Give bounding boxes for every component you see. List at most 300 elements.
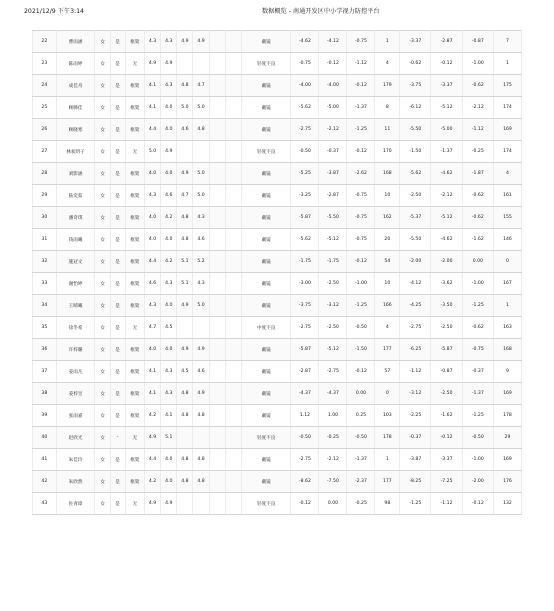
cell-glasses-type: 框架 <box>125 361 144 383</box>
cell-row-index: 39 <box>33 405 57 427</box>
cell-right-axis: 1 <box>375 31 400 53</box>
cell-vision-b: 4.0 <box>161 471 177 493</box>
cell-vision-d: 4.8 <box>193 119 209 141</box>
cell-left-cyl: -3.62 <box>431 273 462 295</box>
cell-empty-b <box>225 317 241 339</box>
cell-vision-a: 4.1 <box>144 383 160 405</box>
cell-gender: 女 <box>95 449 110 471</box>
page-title: 数据概览 - 南通开发区中小学视力防控平台 <box>262 8 380 15</box>
cell-glasses-type: 框架 <box>125 119 144 141</box>
cell-status: 戴镜 <box>241 405 291 427</box>
cell-left-cyl: -7.25 <box>431 471 462 493</box>
table-row <box>33 75 522 97</box>
cell-student-name: 潘奇琪 <box>56 207 95 229</box>
cell-left-cyl: -3.37 <box>431 449 462 471</box>
cell-row-index: 37 <box>33 361 57 383</box>
cell-left-axis: 146 <box>493 229 521 251</box>
cell-vision-d: 4.3 <box>193 207 209 229</box>
cell-glasses-type: 框架 <box>125 75 144 97</box>
cell-empty-b <box>225 97 241 119</box>
cell-empty-a <box>209 119 225 141</box>
cell-right-axis-val: -0.25 <box>347 493 375 515</box>
cell-vision-a: 4.9 <box>144 53 160 75</box>
cell-vision-b: 4.3 <box>161 383 177 405</box>
cell-vision-c <box>177 317 193 339</box>
cell-left-sph: -1.25 <box>400 493 431 515</box>
cell-flag: 是 <box>110 53 125 75</box>
cell-empty-a <box>209 31 225 53</box>
cell-status: 戴镜 <box>241 251 291 273</box>
cell-vision-c: 4.9 <box>177 31 193 53</box>
cell-left-sph: -0.37 <box>400 427 431 449</box>
cell-empty-b <box>225 405 241 427</box>
cell-flag: 是 <box>110 97 125 119</box>
table-row <box>33 339 522 361</box>
cell-vision-b: 4.1 <box>161 405 177 427</box>
cell-flag: 是 <box>110 251 125 273</box>
cell-right-cyl: -4.00 <box>319 75 347 97</box>
cell-right-axis-val: -0.12 <box>347 361 375 383</box>
cell-right-cyl: 0.00 <box>319 493 347 515</box>
cell-vision-a: 4.9 <box>144 427 160 449</box>
cell-right-axis: 166 <box>375 295 400 317</box>
cell-right-cyl: -5.12 <box>319 339 347 361</box>
cell-vision-c: 4.8 <box>177 75 193 97</box>
cell-row-index: 27 <box>33 141 57 163</box>
cell-vision-d: 4.8 <box>193 471 209 493</box>
cell-gender: 女 <box>95 141 110 163</box>
cell-empty-b <box>225 229 241 251</box>
cell-vision-c: 4.5 <box>177 361 193 383</box>
cell-glasses-type: 框架 <box>125 295 144 317</box>
cell-row-index: 26 <box>33 119 57 141</box>
cell-vision-d: 4.9 <box>193 383 209 405</box>
cell-row-index: 43 <box>33 493 57 515</box>
cell-vision-a: 4.2 <box>144 405 160 427</box>
cell-status: 戴镜 <box>241 361 291 383</box>
cell-right-sph: -3.00 <box>291 273 319 295</box>
cell-glasses-type: 框架 <box>125 449 144 471</box>
cell-empty-b <box>225 163 241 185</box>
cell-left-axis-val: -1.00 <box>462 273 493 295</box>
cell-flag: 是 <box>110 31 125 53</box>
table-row <box>33 405 522 427</box>
cell-left-sph: -1.12 <box>400 361 431 383</box>
cell-flag: 是 <box>110 405 125 427</box>
cell-left-axis-val: -0.62 <box>462 317 493 339</box>
table-row <box>33 229 522 251</box>
cell-left-cyl: -4.62 <box>431 229 462 251</box>
cell-left-axis-val: -1.12 <box>462 119 493 141</box>
cell-right-axis: 168 <box>375 163 400 185</box>
cell-status: 戴镜 <box>241 229 291 251</box>
cell-left-axis: 175 <box>493 75 521 97</box>
cell-right-sph: -2.87 <box>291 361 319 383</box>
cell-row-index: 24 <box>33 75 57 97</box>
cell-left-axis-val: -0.12 <box>462 493 493 515</box>
cell-glasses-type: 无 <box>125 317 144 339</box>
cell-right-axis-val: -2.37 <box>347 471 375 493</box>
cell-vision-d: 5.0 <box>193 97 209 119</box>
cell-left-sph: -2.50 <box>400 185 431 207</box>
cell-empty-a <box>209 185 225 207</box>
cell-left-cyl: -2.00 <box>431 251 462 273</box>
cell-right-cyl: 1.00 <box>319 405 347 427</box>
cell-vision-c: 4.9 <box>177 163 193 185</box>
table-row <box>33 493 522 515</box>
cell-empty-a <box>209 427 225 449</box>
cell-flag: 是 <box>110 141 125 163</box>
cell-vision-a: 4.0 <box>144 207 160 229</box>
cell-student-name: 姜梓昱 <box>56 383 95 405</box>
table-row <box>33 97 522 119</box>
cell-vision-a: 4.4 <box>144 251 160 273</box>
cell-student-name: 赵欣光 <box>56 427 95 449</box>
cell-row-index: 25 <box>33 97 57 119</box>
table-row <box>33 207 522 229</box>
cell-empty-b <box>225 53 241 75</box>
cell-empty-b <box>225 119 241 141</box>
table-row <box>33 185 522 207</box>
cell-glasses-type: 无 <box>125 53 144 75</box>
cell-left-axis: 178 <box>493 405 521 427</box>
cell-vision-b: 5.1 <box>161 427 177 449</box>
cell-right-cyl: -0.12 <box>319 53 347 75</box>
cell-status: 戴镜 <box>241 75 291 97</box>
cell-empty-b <box>225 273 241 295</box>
table-row <box>33 471 522 493</box>
cell-row-index: 42 <box>33 471 57 493</box>
cell-right-cyl: -2.12 <box>319 119 347 141</box>
cell-left-axis-val: -2.00 <box>462 471 493 493</box>
cell-right-axis: 177 <box>375 339 400 361</box>
cell-left-axis: 155 <box>493 207 521 229</box>
cell-right-cyl: -3.87 <box>319 163 347 185</box>
cell-empty-a <box>209 207 225 229</box>
cell-empty-b <box>225 471 241 493</box>
cell-row-index: 31 <box>33 229 57 251</box>
cell-vision-d <box>193 493 209 515</box>
cell-vision-b: 4.9 <box>161 141 177 163</box>
cell-flag: 是 <box>110 75 125 97</box>
cell-gender: 女 <box>95 317 110 339</box>
cell-left-axis: 167 <box>493 273 521 295</box>
cell-gender: 女 <box>95 119 110 141</box>
cell-left-sph: -0.62 <box>400 53 431 75</box>
cell-left-sph: -2.25 <box>400 405 431 427</box>
cell-left-sph: -2.00 <box>400 251 431 273</box>
print-header <box>0 3 554 17</box>
cell-vision-a: 4.1 <box>144 361 160 383</box>
cell-right-cyl: -5.12 <box>319 229 347 251</box>
cell-empty-a <box>209 53 225 75</box>
cell-right-axis: 179 <box>375 75 400 97</box>
cell-empty-b <box>225 361 241 383</box>
cell-glasses-type: 无 <box>125 493 144 515</box>
cell-vision-c <box>177 493 193 515</box>
cell-gender: 女 <box>95 75 110 97</box>
table-row <box>33 317 522 339</box>
cell-row-index: 40 <box>33 427 57 449</box>
cell-gender: 女 <box>95 97 110 119</box>
cell-vision-c <box>177 141 193 163</box>
cell-vision-a: 4.7 <box>144 317 160 339</box>
cell-status: 戴镜 <box>241 207 291 229</box>
cell-vision-b: 4.2 <box>161 207 177 229</box>
cell-right-sph: -5.87 <box>291 207 319 229</box>
cell-empty-b <box>225 185 241 207</box>
cell-right-axis: 57 <box>375 361 400 383</box>
cell-vision-d: 5.0 <box>193 185 209 207</box>
cell-left-sph: -4.25 <box>400 295 431 317</box>
cell-flag: - <box>110 427 125 449</box>
cell-vision-a: 4.2 <box>144 471 160 493</box>
cell-student-name: 张雨嘉 <box>56 405 95 427</box>
cell-right-sph: -3.75 <box>291 295 319 317</box>
cell-left-axis: 169 <box>493 119 521 141</box>
cell-right-sph: -5.62 <box>291 97 319 119</box>
cell-left-sph: -5.37 <box>400 207 431 229</box>
cell-glasses-type: 框架 <box>125 185 144 207</box>
cell-glasses-type: 框架 <box>125 405 144 427</box>
cell-right-cyl: -3.12 <box>319 295 347 317</box>
cell-vision-d: 5.0 <box>193 295 209 317</box>
cell-vision-b: 4.0 <box>161 97 177 119</box>
cell-status: 轻度不良 <box>241 53 291 75</box>
cell-student-name: 曹雨涵 <box>56 31 95 53</box>
cell-right-axis-val: -0.75 <box>347 207 375 229</box>
cell-right-axis-val: 0.00 <box>347 383 375 405</box>
cell-right-axis-val: -0.75 <box>347 229 375 251</box>
cell-right-cyl: -4.37 <box>319 383 347 405</box>
cell-left-cyl: -0.12 <box>431 427 462 449</box>
cell-vision-a: 4.0 <box>144 163 160 185</box>
cell-empty-b <box>225 449 241 471</box>
cell-right-axis-val: 0.25 <box>347 405 375 427</box>
cell-left-axis-val: -0.62 <box>462 207 493 229</box>
cell-right-sph: -0.50 <box>291 427 319 449</box>
cell-vision-d: 4.9 <box>193 31 209 53</box>
cell-gender: 女 <box>95 405 110 427</box>
cell-right-sph: 1.12 <box>291 405 319 427</box>
cell-left-sph: -1.50 <box>400 141 431 163</box>
cell-gender: 女 <box>95 251 110 273</box>
cell-left-axis: 163 <box>493 317 521 339</box>
cell-row-index: 35 <box>33 317 57 339</box>
cell-empty-a <box>209 75 225 97</box>
cell-flag: 是 <box>110 163 125 185</box>
cell-right-axis-val: -0.50 <box>347 427 375 449</box>
cell-flag: 是 <box>110 317 125 339</box>
cell-vision-b: 4.0 <box>161 295 177 317</box>
data-table <box>32 30 522 515</box>
cell-status: 轻度不良 <box>241 493 291 515</box>
cell-left-axis-val: -1.00 <box>462 53 493 75</box>
cell-vision-b: 4.2 <box>161 251 177 273</box>
cell-gender: 女 <box>95 361 110 383</box>
cell-left-sph: -3.12 <box>400 383 431 405</box>
cell-student-name: 朱佳玲 <box>56 449 95 471</box>
cell-gender: 女 <box>95 185 110 207</box>
cell-left-sph: -4.12 <box>400 273 431 295</box>
cell-glasses-type: 框架 <box>125 471 144 493</box>
cell-left-axis: 1 <box>493 295 521 317</box>
cell-left-axis: 169 <box>493 449 521 471</box>
cell-flag: 是 <box>110 119 125 141</box>
cell-left-axis: 176 <box>493 471 521 493</box>
cell-vision-a: 4.4 <box>144 449 160 471</box>
cell-left-sph: -5.50 <box>400 229 431 251</box>
cell-right-axis: 4 <box>375 317 400 339</box>
cell-vision-c <box>177 427 193 449</box>
cell-left-axis-val: -1.25 <box>462 405 493 427</box>
cell-status: 戴镜 <box>241 383 291 405</box>
cell-glasses-type: 框架 <box>125 97 144 119</box>
cell-vision-d <box>193 427 209 449</box>
cell-right-sph: -0.12 <box>291 493 319 515</box>
cell-left-cyl: -5.12 <box>431 207 462 229</box>
cell-right-sph: -4.00 <box>291 75 319 97</box>
cell-right-cyl: -2.50 <box>319 273 347 295</box>
cell-vision-d: 4.6 <box>193 361 209 383</box>
cell-left-cyl: -3.37 <box>431 75 462 97</box>
cell-student-name: 陆奕茹 <box>56 185 95 207</box>
cell-flag: 是 <box>110 207 125 229</box>
cell-left-axis-val: -1.62 <box>462 229 493 251</box>
cell-right-sph: -5.62 <box>291 229 319 251</box>
cell-student-name: 陈雨婷 <box>56 53 95 75</box>
cell-vision-d <box>193 141 209 163</box>
cell-student-name: 姜雨凡 <box>56 361 95 383</box>
cell-right-sph: -0.50 <box>291 141 319 163</box>
cell-glasses-type: 框架 <box>125 31 144 53</box>
cell-vision-a: 4.1 <box>144 75 160 97</box>
cell-right-axis-val: -1.12 <box>347 53 375 75</box>
cell-flag: 是 <box>110 383 125 405</box>
cell-vision-c: 4.8 <box>177 405 193 427</box>
cell-right-cyl: -2.12 <box>319 449 347 471</box>
table-row <box>33 383 522 405</box>
cell-empty-a <box>209 251 225 273</box>
cell-vision-b: 4.0 <box>161 163 177 185</box>
cell-empty-a <box>209 295 225 317</box>
cell-flag: 是 <box>110 339 125 361</box>
cell-right-sph: -2.75 <box>291 317 319 339</box>
cell-student-name: 钱雨曦 <box>56 229 95 251</box>
cell-gender: 女 <box>95 339 110 361</box>
cell-vision-a: 4.3 <box>144 31 160 53</box>
cell-vision-c: 4.8 <box>177 207 193 229</box>
cell-left-sph: -5.50 <box>400 119 431 141</box>
cell-right-sph: -3.25 <box>291 185 319 207</box>
cell-glasses-type: 框架 <box>125 383 144 405</box>
cell-vision-b: 4.3 <box>161 31 177 53</box>
cell-flag: 是 <box>110 185 125 207</box>
cell-right-axis: 54 <box>375 251 400 273</box>
cell-status: 戴镜 <box>241 185 291 207</box>
cell-left-cyl: -2.50 <box>431 383 462 405</box>
cell-right-cyl: -0.25 <box>319 427 347 449</box>
cell-right-sph: -8.62 <box>291 471 319 493</box>
cell-left-axis: 4 <box>493 163 521 185</box>
table-row <box>33 141 522 163</box>
cell-right-axis-val: -0.50 <box>347 317 375 339</box>
cell-left-cyl: -2.12 <box>431 185 462 207</box>
cell-left-axis-val: -0.37 <box>462 361 493 383</box>
cell-row-index: 36 <box>33 339 57 361</box>
cell-flag: 是 <box>110 229 125 251</box>
cell-right-axis: 178 <box>375 427 400 449</box>
table-row <box>33 361 522 383</box>
cell-empty-a <box>209 229 225 251</box>
cell-left-axis-val: -0.87 <box>462 31 493 53</box>
cell-status: 戴镜 <box>241 31 291 53</box>
cell-row-index: 38 <box>33 383 57 405</box>
cell-gender: 女 <box>95 383 110 405</box>
cell-glasses-type: 框架 <box>125 207 144 229</box>
cell-left-cyl: -4.62 <box>431 163 462 185</box>
cell-empty-a <box>209 163 225 185</box>
cell-right-cyl: -2.75 <box>319 361 347 383</box>
cell-left-axis-val: -1.37 <box>462 383 493 405</box>
cell-right-sph: -2.75 <box>291 449 319 471</box>
table-row <box>33 251 522 273</box>
cell-gender: 女 <box>95 53 110 75</box>
cell-left-cyl: -1.12 <box>431 493 462 515</box>
cell-row-index: 33 <box>33 273 57 295</box>
cell-vision-c: 4.9 <box>177 295 193 317</box>
cell-empty-b <box>225 427 241 449</box>
cell-vision-c <box>177 53 193 75</box>
cell-empty-b <box>225 493 241 515</box>
cell-right-axis-val: -0.12 <box>347 75 375 97</box>
cell-empty-a <box>209 471 225 493</box>
cell-empty-b <box>225 207 241 229</box>
cell-vision-c: 4.6 <box>177 119 193 141</box>
cell-student-name: 顾晓寒 <box>56 119 95 141</box>
cell-flag: 是 <box>110 471 125 493</box>
table-row <box>33 449 522 471</box>
cell-status: 戴镜 <box>241 97 291 119</box>
cell-right-axis: 103 <box>375 405 400 427</box>
cell-empty-b <box>225 31 241 53</box>
cell-left-axis: 1 <box>493 53 521 75</box>
cell-student-name: 刘影涵 <box>56 163 95 185</box>
cell-left-cyl: -0.87 <box>431 361 462 383</box>
cell-vision-c: 4.7 <box>177 185 193 207</box>
cell-vision-d: 4.8 <box>193 405 209 427</box>
cell-vision-c: 4.8 <box>177 383 193 405</box>
cell-left-axis: 169 <box>493 383 521 405</box>
cell-right-axis-val: -0.75 <box>347 31 375 53</box>
cell-right-axis: 0 <box>375 383 400 405</box>
cell-right-axis-val: -0.12 <box>347 251 375 273</box>
cell-left-axis-val: -0.75 <box>462 339 493 361</box>
cell-vision-b: 4.5 <box>161 317 177 339</box>
cell-vision-b: 4.6 <box>161 185 177 207</box>
cell-left-cyl: -3.50 <box>431 295 462 317</box>
cell-status: 戴镜 <box>241 449 291 471</box>
cell-empty-b <box>225 75 241 97</box>
cell-empty-b <box>225 141 241 163</box>
cell-gender: 女 <box>95 163 110 185</box>
cell-vision-c: 5.1 <box>177 273 193 295</box>
cell-flag: 是 <box>110 493 125 515</box>
cell-right-axis-val: -2.62 <box>347 163 375 185</box>
cell-row-index: 22 <box>33 31 57 53</box>
cell-right-axis-val: -1.37 <box>347 449 375 471</box>
table-row <box>33 53 522 75</box>
